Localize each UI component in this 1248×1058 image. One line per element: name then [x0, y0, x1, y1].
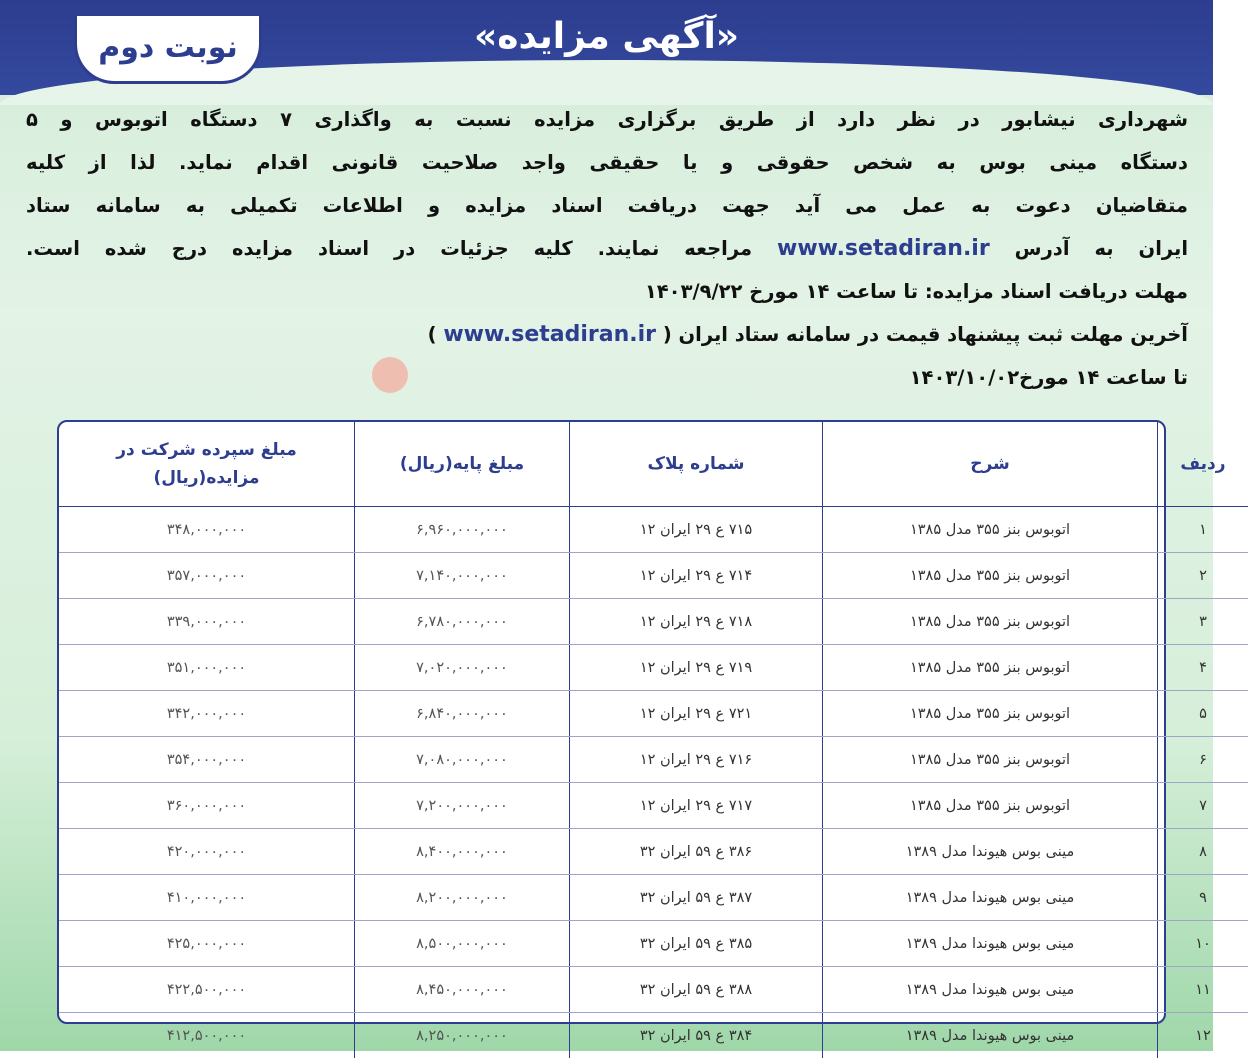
- cell-description: اتوبوس بنز ۳۵۵ مدل ۱۳۸۵: [823, 599, 1158, 645]
- body-line-4-end: مراجعه نمایند. کلیه جزئیات در اسناد مزایده درج شده است.: [26, 237, 752, 260]
- cell-description: اتوبوس بنز ۳۵۵ مدل ۱۳۸۵: [823, 737, 1158, 783]
- cell-description: اتوبوس بنز ۳۵۵ مدل ۱۳۸۵: [823, 645, 1158, 691]
- header-plate: شماره پلاک: [570, 422, 823, 507]
- cell-description: مینی بوس هیوندا مدل ۱۳۸۹: [823, 1013, 1158, 1058]
- cell-plate: ۷۱۸ ع ۲۹ ایران ۱۲: [570, 599, 823, 645]
- cell-description: مینی بوس هیوندا مدل ۱۳۸۹: [823, 921, 1158, 967]
- cell-plate: ۳۸۷ ع ۵۹ ایران ۳۲: [570, 875, 823, 921]
- table-row: [59, 691, 1248, 737]
- cell-row-number: ۷: [1158, 783, 1248, 829]
- cell-description: مینی بوس هیوندا مدل ۱۳۸۹: [823, 875, 1158, 921]
- ad-title: «آگهی مزایده»: [0, 16, 1213, 57]
- table-row: [59, 875, 1248, 921]
- cell-row-number: ۱۰: [1158, 921, 1248, 967]
- cell-base-price: ۷,۰۸۰,۰۰۰,۰۰۰: [355, 737, 570, 783]
- table-row: [59, 737, 1248, 783]
- bid-deadline: [26, 313, 1188, 356]
- cell-base-price: ۸,۴۰۰,۰۰۰,۰۰۰: [355, 829, 570, 875]
- body-line-3: متقاضیان دعوت به عمل می آید جهت دریافت اسناد مزایده و اطلاعات تکمیلی به سامانه ستاد: [26, 184, 1188, 227]
- cell-deposit: ۴۱۰,۰۰۰,۰۰۰: [59, 875, 355, 921]
- cell-plate: ۷۱۶ ع ۲۹ ایران ۱۲: [570, 737, 823, 783]
- announcement-body: [26, 98, 1188, 399]
- round-badge: [74, 16, 262, 84]
- header-deposit: مبلغ سپرده شرکت در مزایده(ریال): [59, 422, 355, 507]
- table-row: [59, 507, 1248, 553]
- cell-base-price: ۸,۵۰۰,۰۰۰,۰۰۰: [355, 921, 570, 967]
- cell-plate: ۷۱۹ ع ۲۹ ایران ۱۲: [570, 645, 823, 691]
- body-line-4: [26, 227, 1188, 270]
- cell-deposit: ۳۳۹,۰۰۰,۰۰۰: [59, 599, 355, 645]
- cell-base-price: ۷,۰۲۰,۰۰۰,۰۰۰: [355, 645, 570, 691]
- cell-deposit: ۴۱۲,۵۰۰,۰۰۰: [59, 1013, 355, 1058]
- table-row: [59, 829, 1248, 875]
- cell-row-number: ۹: [1158, 875, 1248, 921]
- cell-plate: ۷۲۱ ع ۲۹ ایران ۱۲: [570, 691, 823, 737]
- cell-plate: ۳۸۴ ع ۵۹ ایران ۳۲: [570, 1013, 823, 1058]
- cell-description: اتوبوس بنز ۳۵۵ مدل ۱۳۸۵: [823, 783, 1158, 829]
- cell-row-number: ۱۱: [1158, 967, 1248, 1013]
- cell-base-price: ۸,۲۵۰,۰۰۰,۰۰۰: [355, 1013, 570, 1058]
- cell-deposit: ۳۵۷,۰۰۰,۰۰۰: [59, 553, 355, 599]
- table-row: [59, 553, 1248, 599]
- cell-plate: ۳۸۸ ع ۵۹ ایران ۳۲: [570, 967, 823, 1013]
- cell-deposit: ۳۵۱,۰۰۰,۰۰۰: [59, 645, 355, 691]
- cell-description: اتوبوس بنز ۳۵۵ مدل ۱۳۸۵: [823, 691, 1158, 737]
- setadiran-link-2[interactable]: www.setadiran.ir: [443, 322, 656, 347]
- cell-deposit: ۴۲۲,۵۰۰,۰۰۰: [59, 967, 355, 1013]
- cell-deposit: ۳۵۴,۰۰۰,۰۰۰: [59, 737, 355, 783]
- cell-base-price: ۶,۸۴۰,۰۰۰,۰۰۰: [355, 691, 570, 737]
- cell-deposit: ۳۴۲,۰۰۰,۰۰۰: [59, 691, 355, 737]
- cell-plate: ۷۱۷ ع ۲۹ ایران ۱۲: [570, 783, 823, 829]
- bid-deadline-text: آخرین مهلت ثبت پیشنهاد قیمت در سامانه ستاد ایران (: [663, 323, 1188, 346]
- body-line-4-start: ایران به آدرس: [1015, 237, 1188, 260]
- cell-base-price: ۶,۷۸۰,۰۰۰,۰۰۰: [355, 599, 570, 645]
- cell-row-number: ۴: [1158, 645, 1248, 691]
- table-row: [59, 1013, 1248, 1058]
- cell-plate: ۷۱۴ ع ۲۹ ایران ۱۲: [570, 553, 823, 599]
- cell-description: اتوبوس بنز ۳۵۵ مدل ۱۳۸۵: [823, 553, 1158, 599]
- cell-base-price: ۶,۹۶۰,۰۰۰,۰۰۰: [355, 507, 570, 553]
- cell-row-number: ۵: [1158, 691, 1248, 737]
- cell-row-number: ۱۲: [1158, 1013, 1248, 1058]
- cell-description: مینی بوس هیوندا مدل ۱۳۸۹: [823, 829, 1158, 875]
- cell-row-number: ۲: [1158, 553, 1248, 599]
- auction-table: [57, 420, 1166, 1024]
- cell-deposit: ۴۲۵,۰۰۰,۰۰۰: [59, 921, 355, 967]
- cell-deposit: ۳۶۰,۰۰۰,۰۰۰: [59, 783, 355, 829]
- bid-deadline-close: ): [428, 323, 437, 346]
- cell-base-price: ۷,۲۰۰,۰۰۰,۰۰۰: [355, 783, 570, 829]
- cell-row-number: ۶: [1158, 737, 1248, 783]
- cell-deposit: ۴۲۰,۰۰۰,۰۰۰: [59, 829, 355, 875]
- setadiran-link[interactable]: www.setadiran.ir: [777, 236, 990, 261]
- body-line-2: دستگاه مینی بوس به شخص حقوقی و یا حقیقی واجد صلاحیت قانونی اقدام نماید. لذا از کلیه: [26, 141, 1188, 184]
- cell-base-price: ۸,۲۰۰,۰۰۰,۰۰۰: [355, 875, 570, 921]
- table-header-row: [59, 422, 1248, 507]
- table-row: [59, 645, 1248, 691]
- cell-description: مینی بوس هیوندا مدل ۱۳۸۹: [823, 967, 1158, 1013]
- cell-description: اتوبوس بنز ۳۵۵ مدل ۱۳۸۵: [823, 507, 1158, 553]
- body-line-1: شهرداری نیشابور در نظر دارد از طریق برگزاری مزایده نسبت به واگذاری ۷ دستگاه اتوبوس و ۵: [26, 98, 1188, 141]
- cell-row-number: ۳: [1158, 599, 1248, 645]
- docs-deadline: مهلت دریافت اسناد مزایده: تا ساعت ۱۴ مورخ ۱۴۰۳/۹/۲۲: [26, 270, 1188, 313]
- cell-plate: ۳۸۶ ع ۵۹ ایران ۳۲: [570, 829, 823, 875]
- bid-deadline-time: تا ساعت ۱۴ مورخ۱۴۰۳/۱۰/۰۲: [26, 356, 1188, 399]
- cell-base-price: ۷,۱۴۰,۰۰۰,۰۰۰: [355, 553, 570, 599]
- table-row: [59, 921, 1248, 967]
- cell-row-number: ۸: [1158, 829, 1248, 875]
- header-base-price: مبلغ پایه(ریال): [355, 422, 570, 507]
- cell-row-number: ۱: [1158, 507, 1248, 553]
- cell-plate: ۷۱۵ ع ۲۹ ایران ۱۲: [570, 507, 823, 553]
- cell-plate: ۳۸۵ ع ۵۹ ایران ۳۲: [570, 921, 823, 967]
- cell-base-price: ۸,۴۵۰,۰۰۰,۰۰۰: [355, 967, 570, 1013]
- table-body: [59, 507, 1248, 1058]
- header-row-number: ردیف: [1158, 422, 1248, 507]
- table-row: [59, 599, 1248, 645]
- round-label: نوبت دوم: [77, 16, 259, 80]
- table-row: [59, 967, 1248, 1013]
- cell-deposit: ۳۴۸,۰۰۰,۰۰۰: [59, 507, 355, 553]
- table-row: [59, 783, 1248, 829]
- header-description: شرح: [823, 422, 1158, 507]
